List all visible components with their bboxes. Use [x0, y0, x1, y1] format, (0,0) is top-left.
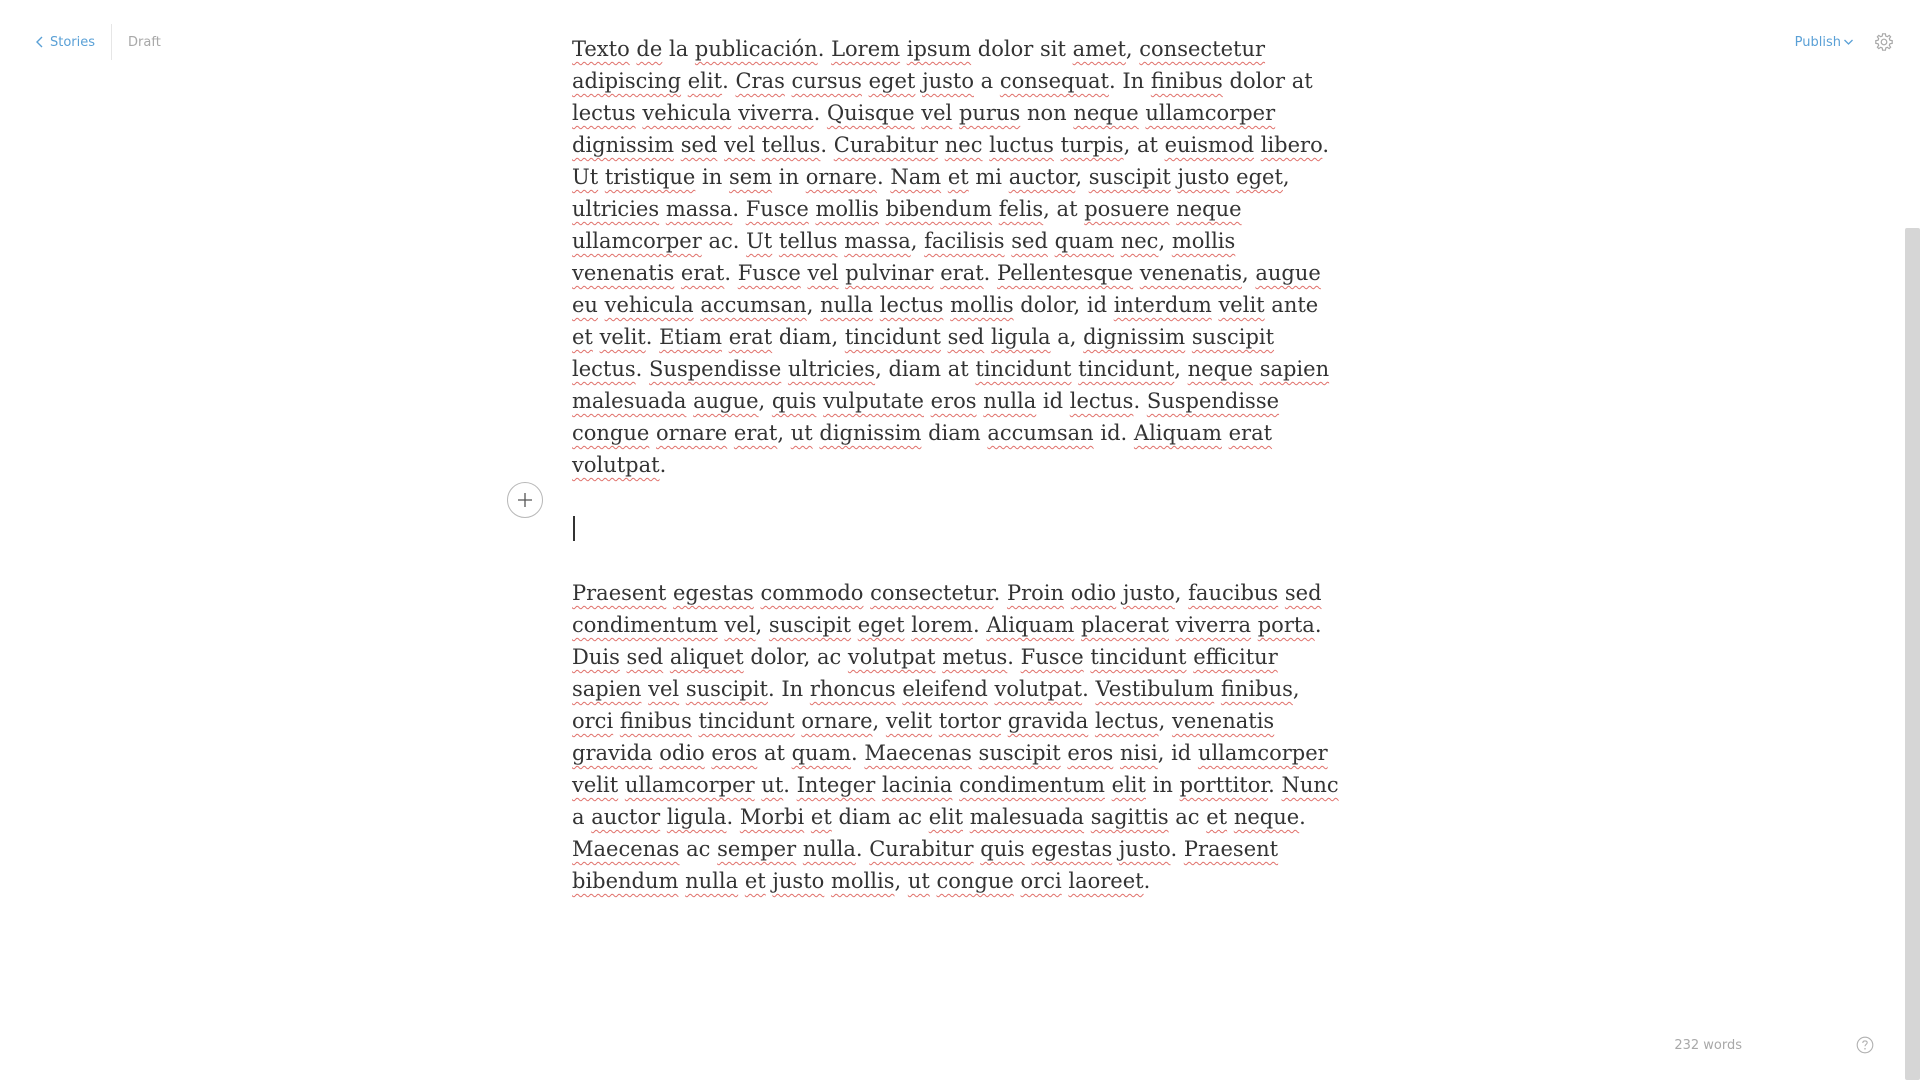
topbar-divider [111, 24, 112, 60]
text-caret [573, 516, 575, 541]
topbar-left [34, 30, 161, 54]
paragraph-1[interactable]: Texto de la publicación. Lorem ipsum dolor sit amet, consectetur adipiscing elit. Cras cursus eget justo a consequat. In finibus dolor at lectus vehicula viverra. Quisque vel purus non neque ullamcorper dignissim sed vel tellus. Curabitur nec luctus turpis, at euismod libero. Ut tristique in sem in ornare. Nam et mi auctor, suscipit justo eget, ultricies massa. Fusce mollis bibendum felis, at posuere neque ullamcorper ac. Ut tellus massa, facilisis sed quam nec, mollis venenatis erat. Fusce vel pulvinar erat. Pellentesque venenatis, augue eu vehicula accumsan, nulla lectus mollis dolor, id interdum velit ante et velit. Etiam erat diam, tincidunt sed ligula a, dignissim suscipit lectus. Suspendisse ultricies, diam at tincidunt tincidunt, neque sapien malesuada augue, quis vulputate eros nulla id lectus. Suspendisse congue ornare erat, ut dignissim diam accumsan id. Aliquam erat volutpat. [572, 37, 1330, 477]
topbar-right [1795, 32, 1894, 52]
back-link-label: Stories [50, 34, 96, 50]
story-editor[interactable] [572, 33, 1342, 897]
publish-button-label: Publish [1794, 34, 1841, 50]
draft-status-label: Draft [128, 34, 161, 50]
publish-button[interactable] [1795, 35, 1854, 50]
word-count: 232 words [1674, 1038, 1742, 1053]
scrollbar-track[interactable] [1905, 0, 1920, 1080]
plus-icon [516, 491, 534, 509]
question-mark-icon[interactable] [1856, 1036, 1874, 1054]
chevron-left-icon [34, 35, 46, 49]
gear-icon[interactable] [1874, 32, 1894, 52]
chevron-down-icon [1843, 38, 1854, 46]
back-to-stories-link[interactable] [34, 35, 95, 50]
insert-block-button[interactable] [507, 482, 543, 518]
scrollbar-thumb[interactable] [1905, 228, 1920, 1080]
empty-paragraph[interactable] [572, 513, 1342, 545]
paragraph-2[interactable]: Praesent egestas commodo consectetur. Proin odio justo, faucibus sed condimentum vel, suscipit eget lorem. Aliquam placerat viverra porta. Duis sed aliquet dolor, ac volutpat metus. Fusce tincidunt efficitur sapien vel suscipit. In rhoncus eleifend volutpat. Vestibulum finibus, orci finibus tincidunt ornare, velit tortor gravida lectus, venenatis gravida odio eros at quam. Maecenas suscipit eros nisi, id ullamcorper velit ullamcorper ut. Integer lacinia condimentum elit in porttitor. Nunc a auctor ligula. Morbi et diam ac elit malesuada sagittis ac et neque. Maecenas ac semper nulla. Curabitur quis egestas justo. Praesent bibendum nulla et justo mollis, ut congue orci laoreet. [572, 581, 1339, 893]
